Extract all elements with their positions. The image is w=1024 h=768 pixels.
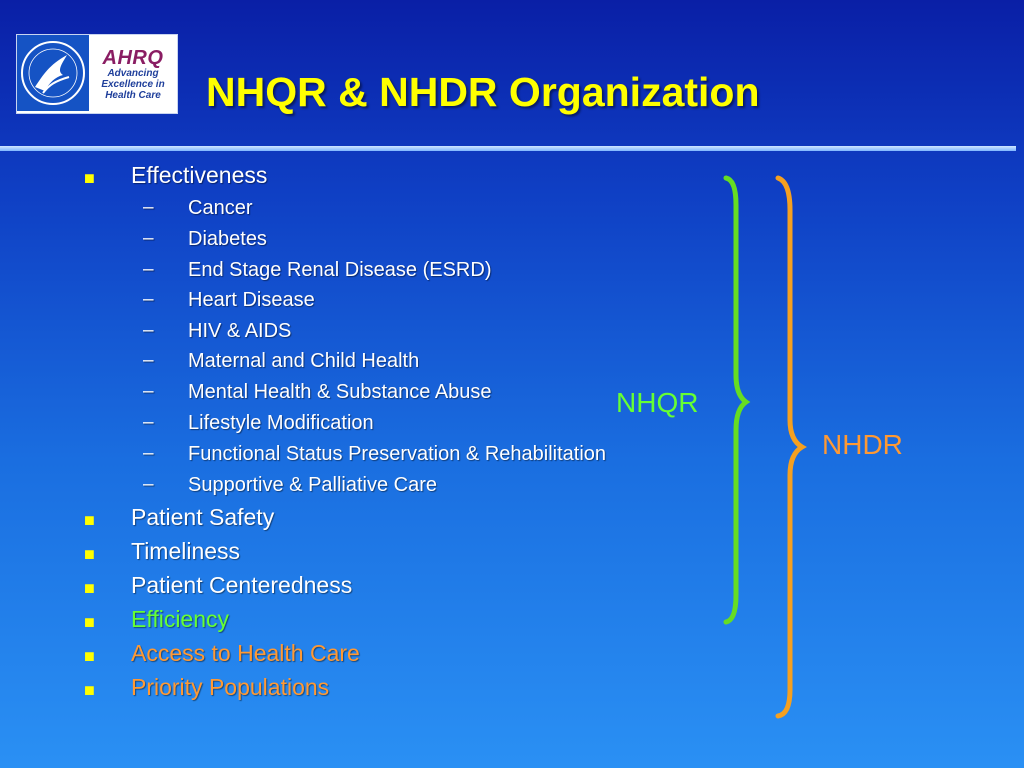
bullet-efficiency: Efficiency	[131, 606, 230, 632]
dash-marker: –	[143, 259, 154, 280]
dash-marker: –	[143, 412, 154, 433]
bullet-patient-centeredness: Patient Centeredness	[131, 572, 353, 598]
square-bullet-icon: ■	[84, 168, 95, 188]
nhdr-brace-icon	[778, 178, 802, 716]
dash-marker: –	[143, 228, 154, 249]
bullet-effectiveness: Effectiveness	[131, 162, 268, 188]
sub-item-lifestyle: Lifestyle Modification	[188, 412, 374, 434]
dash-marker: –	[143, 289, 154, 310]
dash-marker: –	[143, 443, 154, 464]
bullet-patient-safety: Patient Safety	[131, 504, 275, 530]
square-bullet-icon: ■	[84, 680, 95, 700]
sub-item-heart-disease: Heart Disease	[188, 289, 315, 311]
bullet-timeliness: Timeliness	[131, 538, 241, 564]
ahrq-tagline-1: Advancing	[107, 67, 159, 79]
square-bullet-icon: ■	[84, 646, 95, 666]
bullet-access-to-care: Access to Health Care	[131, 640, 360, 666]
dash-marker: –	[143, 474, 154, 495]
sub-item-supportive-care: Supportive & Palliative Care	[188, 474, 438, 496]
dash-marker: –	[143, 197, 154, 218]
square-bullet-icon: ■	[84, 612, 95, 632]
slide-title: NHQR & NHDR Organization	[206, 69, 760, 115]
nhdr-label: NHDR	[822, 429, 903, 460]
nhqr-label: NHQR	[616, 387, 699, 418]
dash-marker: –	[143, 350, 154, 371]
sub-item-diabetes: Diabetes	[188, 228, 267, 250]
bullet-priority-populations: Priority Populations	[131, 674, 330, 700]
sub-item-maternal-child: Maternal and Child Health	[188, 350, 420, 372]
sub-item-functional-status: Functional Status Preservation & Rehabilitation	[188, 443, 607, 465]
square-bullet-icon: ■	[84, 544, 95, 564]
ahrq-name: AHRQ	[102, 46, 164, 69]
sub-item-cancer: Cancer	[188, 197, 253, 219]
dash-marker: –	[143, 320, 154, 341]
nhqr-brace-icon	[726, 178, 746, 622]
sub-item-mental-health: Mental Health & Substance Abuse	[188, 381, 492, 403]
dash-marker: –	[143, 381, 154, 402]
ahrq-tagline-2: Excellence in	[101, 78, 165, 90]
square-bullet-icon: ■	[84, 578, 95, 598]
sub-item-esrd: End Stage Renal Disease (ESRD)	[188, 259, 492, 281]
ahrq-tagline-3: Health Care	[105, 89, 161, 101]
square-bullet-icon: ■	[84, 510, 95, 530]
sub-item-hiv-aids: HIV & AIDS	[188, 320, 292, 342]
